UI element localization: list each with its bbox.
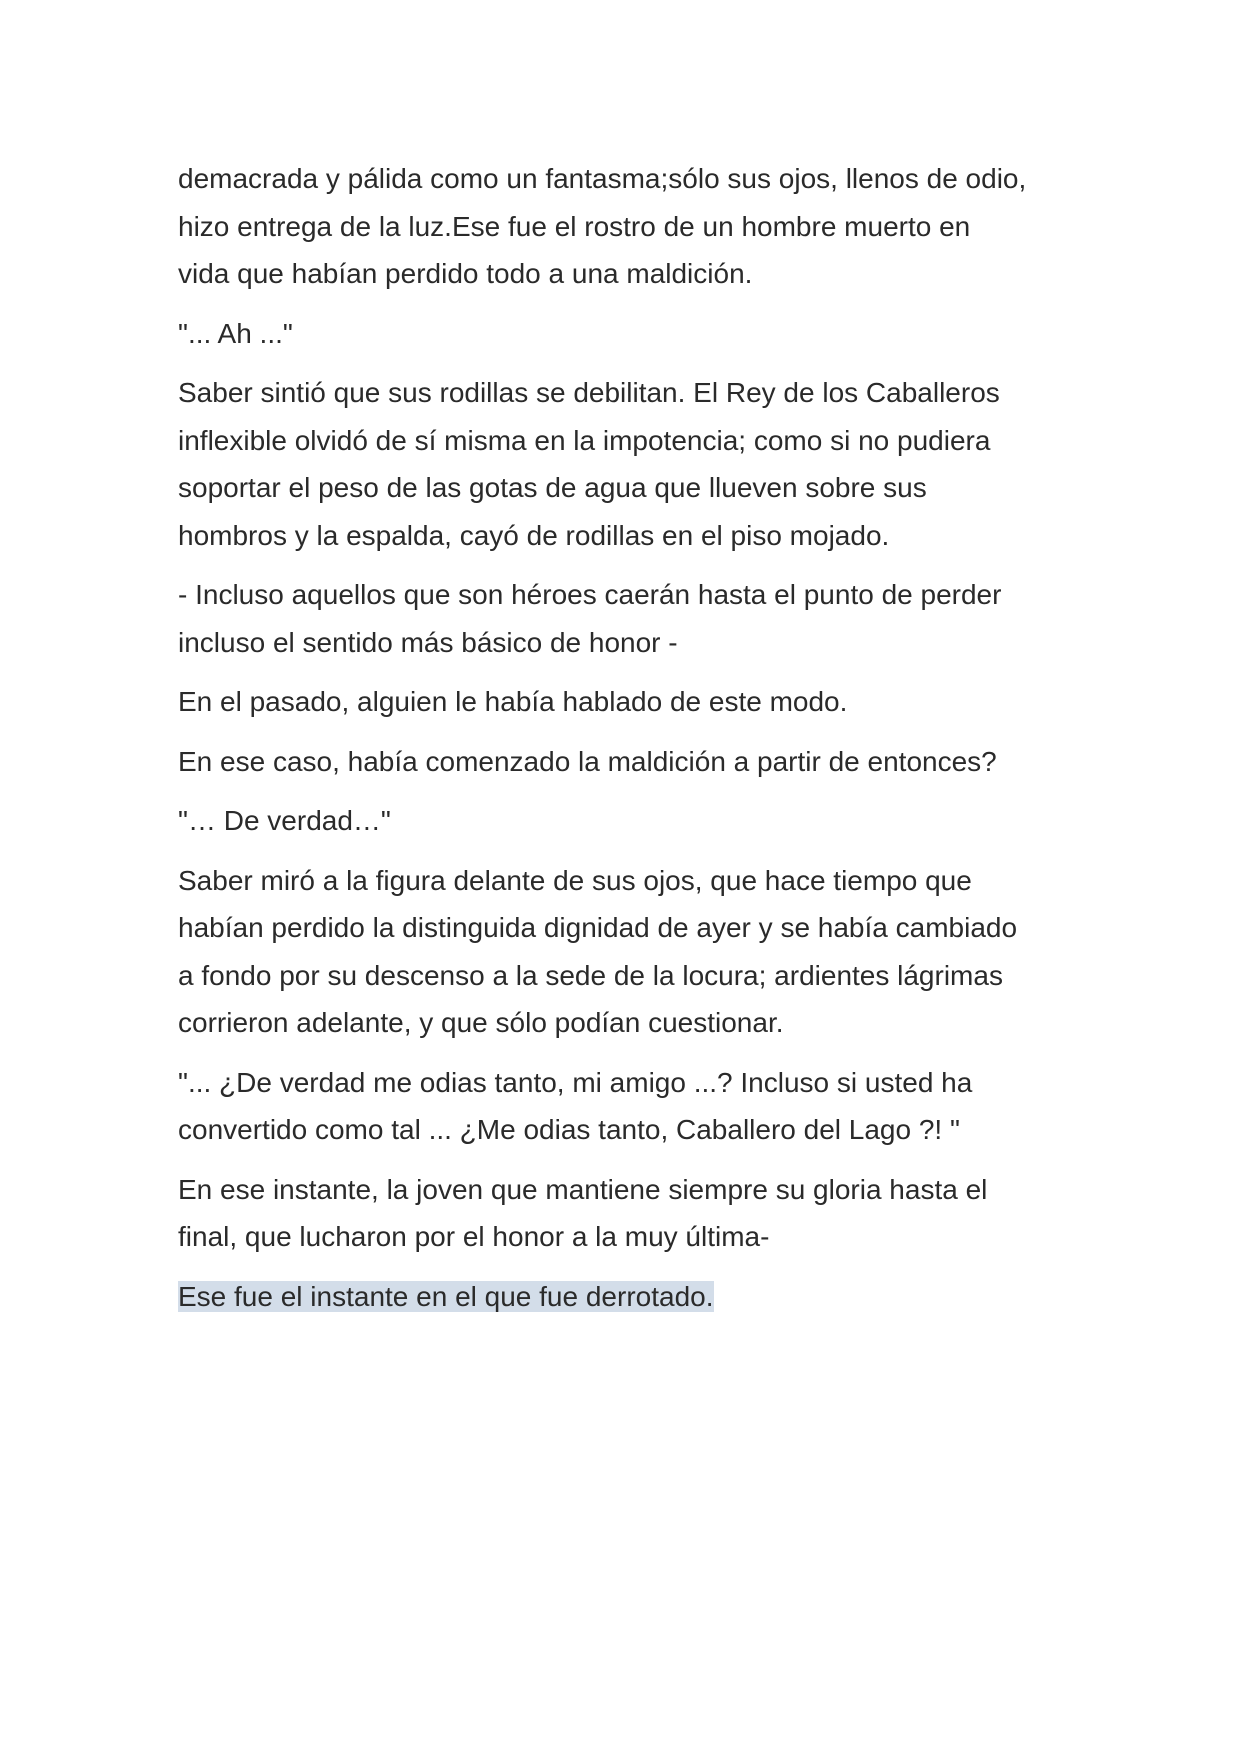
paragraph-1	[178, 155, 1078, 298]
text-line: En ese instante, la joven que mantiene siempre su gloria hasta el	[178, 1173, 988, 1205]
paragraph-6	[178, 738, 1078, 786]
text-line: corrieron adelante, y que sólo podían cuestionar.	[178, 1007, 784, 1038]
text-line: soportar el peso de las gotas de agua que llueven sobre sus	[178, 472, 927, 503]
text-line: final, que lucharon por el honor a la muy última-	[178, 1221, 770, 1252]
text-line: Saber sintió que sus rodillas se debilitan. El Rey de los Caballeros	[178, 377, 1000, 408]
text-line: vida que habían perdido todo a una maldición.	[178, 258, 753, 289]
paragraph-7	[178, 797, 1078, 845]
paragraph-5	[178, 678, 1078, 726]
text-line: incluso el sentido más básico de honor -	[178, 626, 678, 658]
text-line: hizo entrega de la luz.Ese fue el rostro de un hombre muerto en	[178, 210, 971, 242]
text-line: En el pasado, alguien le había hablado de este modo.	[178, 686, 848, 717]
document-page	[178, 155, 1078, 1332]
text-line: Saber miró a la figura delante de sus ojos, que hace tiempo que	[178, 864, 972, 896]
paragraph-8	[178, 857, 1078, 1047]
text-line: a fondo por su descenso a la sede de la locura; ardientes lágrimas	[178, 959, 1003, 991]
text-line: inflexible olvidó de sí misma en la impotencia; como si no pudiera	[178, 424, 991, 456]
text-line: En ese caso, había comenzado la maldición a partir de entonces?	[178, 745, 997, 777]
text-line: hombros y la espalda, cayó de rodillas en el piso mojado.	[178, 519, 890, 551]
selected-text-line[interactable]: Ese fue el instante en el que fue derrotado.	[178, 1280, 714, 1312]
paragraph-4	[178, 571, 1078, 666]
text-line: demacrada y pálida como un fantasma;sólo sus ojos, llenos de odio,	[178, 163, 1027, 194]
text-line: habían perdido la distinguida dignidad de ayer y se había cambiado	[178, 912, 1018, 943]
text-line: - Incluso aquellos que son héroes caerán hasta el punto de perder	[178, 579, 1002, 610]
text-line: "… De verdad…"	[178, 805, 391, 836]
paragraph-9	[178, 1059, 1078, 1154]
text-line: "... Ah ..."	[178, 317, 293, 349]
paragraph-11-selected	[178, 1273, 1078, 1321]
text-line: convertido como tal ... ¿Me odias tanto, Caballero del Lago ?! "	[178, 1114, 960, 1145]
paragraph-10	[178, 1166, 1078, 1261]
paragraph-2	[178, 310, 1078, 358]
text-line: "... ¿De verdad me odias tanto, mi amigo ...? Incluso si usted ha	[178, 1066, 973, 1098]
paragraph-3	[178, 369, 1078, 559]
